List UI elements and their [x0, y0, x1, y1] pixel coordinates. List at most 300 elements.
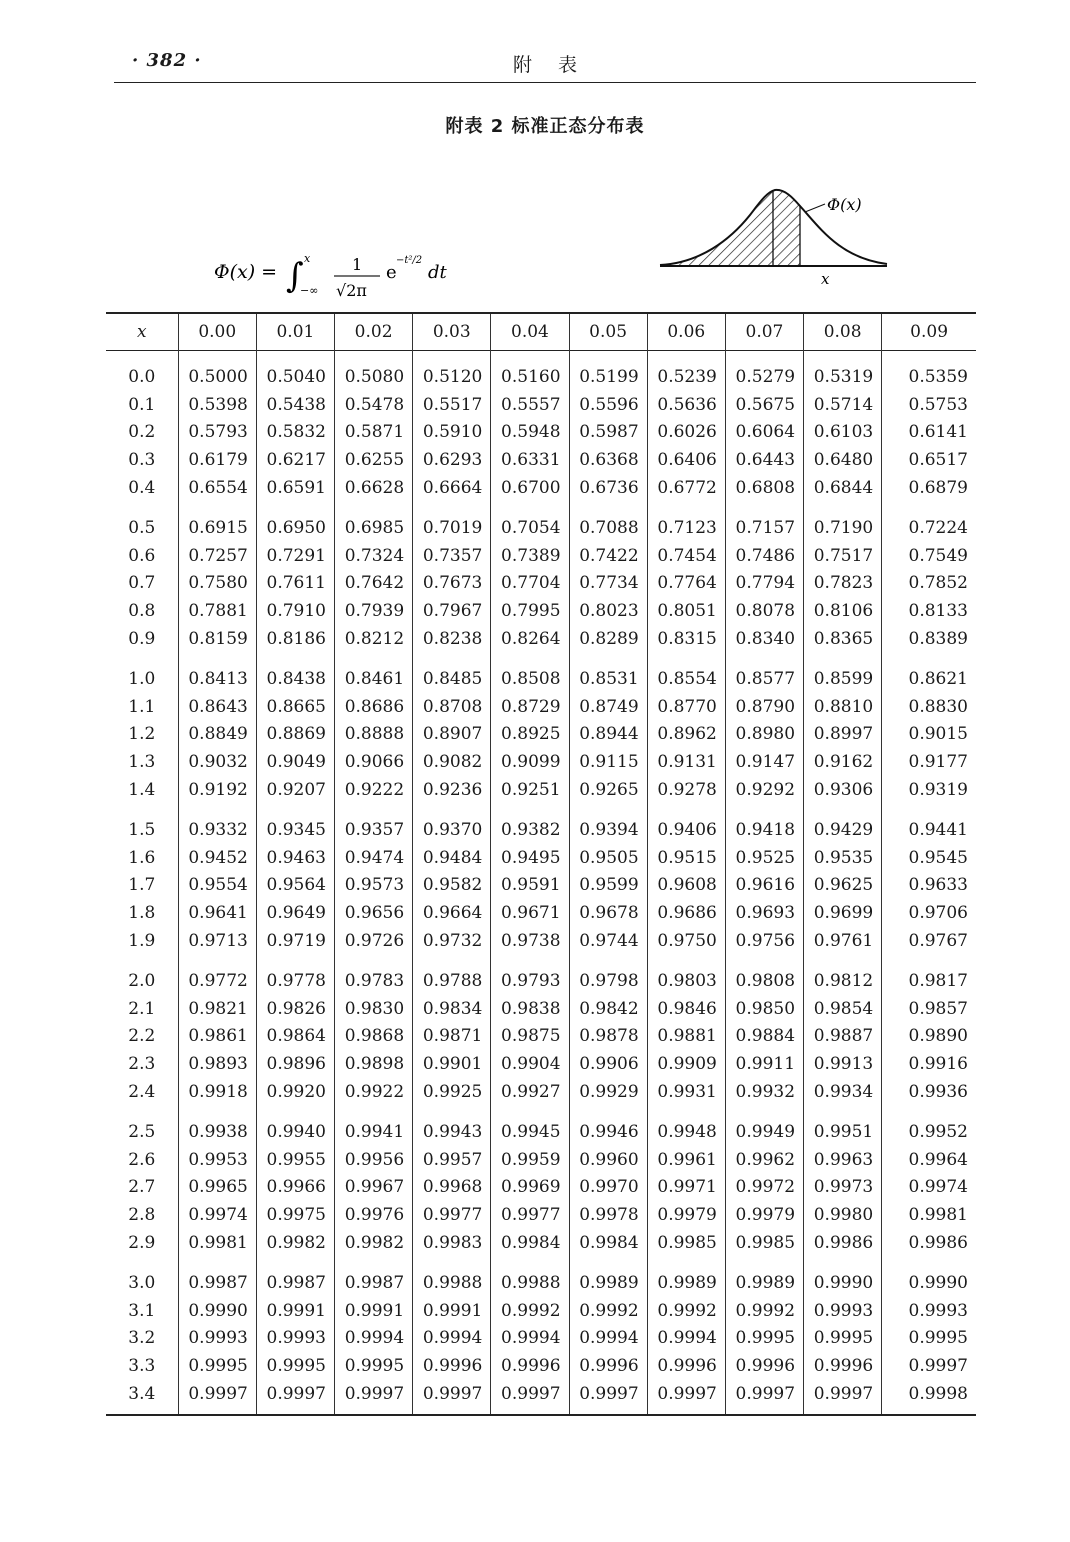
probability-cell: 0.8729: [491, 693, 569, 721]
probability-cell: 0.9922: [335, 1078, 413, 1106]
probability-cell: 0.9345: [256, 804, 334, 844]
row-x-value: 2.4: [128, 1082, 156, 1103]
probability-cell: 0.9967: [335, 1174, 413, 1202]
probability-cell: 0.8531: [569, 653, 647, 693]
probability-cell: 0.9925: [413, 1078, 491, 1106]
probability-cell: 0.9868: [335, 1023, 413, 1051]
probability-cell: 0.9920: [256, 1078, 334, 1106]
probability-cell: 0.9959: [491, 1146, 569, 1174]
probability-cell: 0.9978: [569, 1201, 647, 1229]
probability-cell: 0.5557: [491, 391, 569, 419]
row-x-value: 1.2: [128, 724, 156, 745]
row-x-value: 0.2: [128, 422, 156, 443]
table-row: [106, 955, 976, 995]
formula-upper-limit: x: [304, 252, 311, 265]
table-row: [106, 502, 976, 542]
probability-cell: 0.5793: [178, 419, 256, 447]
row-x-value: 0.1: [128, 394, 156, 415]
formula-lower-limit: −∞: [300, 284, 319, 297]
probability-cell: 0.9994: [491, 1325, 569, 1353]
probability-cell: 0.6554: [178, 474, 256, 502]
probability-cell: 0.9989: [569, 1257, 647, 1297]
row-x-value: 1.6: [128, 847, 156, 868]
probability-cell: 0.7157: [725, 502, 803, 542]
probability-cell: 0.9996: [804, 1352, 882, 1380]
probability-cell: 0.9997: [569, 1380, 647, 1415]
probability-cell: 0.9525: [725, 844, 803, 872]
probability-cell: 0.9861: [178, 1023, 256, 1051]
label-leader: [805, 204, 825, 212]
probability-cell: 0.9857: [882, 995, 976, 1023]
probability-cell: 0.9988: [413, 1257, 491, 1297]
probability-cell: 0.7454: [647, 542, 725, 570]
probability-cell: 0.5714: [804, 391, 882, 419]
probability-cell: 0.5987: [569, 419, 647, 447]
probability-cell: 0.6915: [178, 502, 256, 542]
table-row: [106, 804, 976, 844]
probability-cell: 0.5753: [882, 391, 976, 419]
probability-cell: 0.9656: [335, 899, 413, 927]
probability-cell: 0.9997: [804, 1380, 882, 1415]
probability-cell: 0.9934: [804, 1078, 882, 1106]
probability-cell: 0.9265: [569, 776, 647, 804]
column-header: 0.00: [178, 313, 256, 351]
row-x-value: 2.9: [128, 1233, 156, 1253]
row-x-value: 0.3: [128, 450, 156, 471]
probability-cell: 0.9916: [882, 1050, 976, 1078]
shaded-area: [660, 190, 800, 265]
formula-exponential: e: [386, 262, 397, 283]
probability-cell: 0.9979: [647, 1201, 725, 1229]
probability-cell: 0.9049: [256, 748, 334, 776]
table-row: [106, 391, 976, 419]
probability-cell: 0.9904: [491, 1050, 569, 1078]
probability-cell: 0.9931: [647, 1078, 725, 1106]
probability-cell: 0.9278: [647, 776, 725, 804]
probability-cell: 0.6480: [804, 446, 882, 474]
probability-cell: 0.9236: [413, 776, 491, 804]
probability-cell: 0.9495: [491, 844, 569, 872]
probability-cell: 0.5199: [569, 351, 647, 391]
probability-cell: 0.9995: [725, 1325, 803, 1353]
probability-cell: 0.9997: [725, 1380, 803, 1415]
probability-cell: 0.6517: [882, 446, 976, 474]
probability-cell: 0.8159: [178, 625, 256, 653]
probability-cell: 0.9846: [647, 995, 725, 1023]
probability-cell: 0.9970: [569, 1174, 647, 1202]
probability-cell: 0.9997: [647, 1380, 725, 1415]
row-x-value: 1.5: [128, 819, 156, 840]
probability-cell: 0.9192: [178, 776, 256, 804]
probability-cell: 0.9382: [491, 804, 569, 844]
probability-cell: 0.9834: [413, 995, 491, 1023]
probability-cell: 0.7291: [256, 542, 334, 570]
probability-cell: 0.9906: [569, 1050, 647, 1078]
table-row: [106, 474, 976, 502]
normal-distribution-table: [106, 312, 976, 1416]
probability-cell: 0.6103: [804, 419, 882, 447]
probability-cell: 0.8621: [882, 653, 976, 693]
probability-cell: 0.9591: [491, 872, 569, 900]
row-x-value: 1.4: [128, 780, 156, 801]
probability-cell: 0.9993: [178, 1325, 256, 1353]
probability-cell: 0.8051: [647, 597, 725, 625]
probability-cell: 0.9732: [413, 927, 491, 955]
probability-cell: 0.9082: [413, 748, 491, 776]
probability-cell: 0.6736: [569, 474, 647, 502]
probability-cell: 0.8665: [256, 693, 334, 721]
probability-cell: 0.9292: [725, 776, 803, 804]
probability-cell: 0.9981: [882, 1201, 976, 1229]
row-x-value: 0.9: [128, 629, 156, 650]
probability-cell: 0.9996: [491, 1352, 569, 1380]
table-row: [106, 721, 976, 749]
probability-cell: 0.9545: [882, 844, 976, 872]
running-title: 附表: [512, 54, 603, 76]
column-header: 0.05: [569, 313, 647, 351]
formula-denominator: √2π: [336, 281, 367, 300]
probability-cell: 0.9987: [335, 1257, 413, 1297]
probability-cell: 0.5359: [882, 351, 976, 391]
probability-cell: 0.8289: [569, 625, 647, 653]
table-row: [106, 748, 976, 776]
probability-cell: 0.9564: [256, 872, 334, 900]
probability-cell: 0.6293: [413, 446, 491, 474]
probability-cell: 0.8106: [804, 597, 882, 625]
probability-cell: 0.5596: [569, 391, 647, 419]
column-header-x: x: [137, 322, 147, 342]
probability-cell: 0.6844: [804, 474, 882, 502]
probability-cell: 0.9979: [725, 1201, 803, 1229]
probability-cell: 0.8186: [256, 625, 334, 653]
probability-cell: 0.5832: [256, 419, 334, 447]
probability-cell: 0.9332: [178, 804, 256, 844]
probability-cell: 0.7995: [491, 597, 569, 625]
probability-cell: 0.9893: [178, 1050, 256, 1078]
probability-cell: 0.9995: [178, 1352, 256, 1380]
integral-sign: ∫: [286, 256, 304, 296]
probability-cell: 0.9177: [882, 748, 976, 776]
probability-cell: 0.9992: [725, 1297, 803, 1325]
probability-cell: 0.9505: [569, 844, 647, 872]
probability-cell: 0.9306: [804, 776, 882, 804]
probability-cell: 0.7019: [413, 502, 491, 542]
probability-cell: 0.8770: [647, 693, 725, 721]
probability-cell: 0.9965: [178, 1174, 256, 1202]
table-row: [106, 776, 976, 804]
probability-cell: 0.9911: [725, 1050, 803, 1078]
probability-cell: 0.9991: [256, 1297, 334, 1325]
axis-label: x: [821, 270, 830, 288]
table-row: [106, 872, 976, 900]
probability-cell: 0.9864: [256, 1023, 334, 1051]
probability-cell: 0.6406: [647, 446, 725, 474]
table-header-row: [106, 313, 976, 351]
table-row: [106, 1229, 976, 1257]
probability-cell: 0.9131: [647, 748, 725, 776]
probability-cell: 0.7611: [256, 570, 334, 598]
row-x-value: 2.6: [128, 1149, 156, 1170]
table-row: [106, 1352, 976, 1380]
probability-cell: 0.6950: [256, 502, 334, 542]
probability-cell: 0.8389: [882, 625, 976, 653]
probability-cell: 0.9890: [882, 1023, 976, 1051]
probability-cell: 0.7422: [569, 542, 647, 570]
probability-cell: 0.9995: [882, 1325, 976, 1353]
probability-cell: 0.9951: [804, 1106, 882, 1146]
probability-cell: 0.9943: [413, 1106, 491, 1146]
row-x-value: 3.0: [128, 1272, 156, 1293]
probability-cell: 0.6700: [491, 474, 569, 502]
probability-cell: 0.9952: [882, 1106, 976, 1146]
table-title: 附表 2 标准正态分布表: [445, 116, 645, 137]
probability-cell: 0.9973: [804, 1174, 882, 1202]
probability-cell: 0.9713: [178, 927, 256, 955]
probability-cell: 0.9995: [256, 1352, 334, 1380]
probability-cell: 0.8888: [335, 721, 413, 749]
probability-cell: 0.5438: [256, 391, 334, 419]
probability-cell: 0.9987: [178, 1257, 256, 1297]
probability-cell: 0.9938: [178, 1106, 256, 1146]
probability-cell: 0.9207: [256, 776, 334, 804]
table-body: [106, 351, 976, 1415]
probability-cell: 0.9015: [882, 721, 976, 749]
probability-cell: 0.9875: [491, 1023, 569, 1051]
probability-cell: 0.9671: [491, 899, 569, 927]
probability-cell: 0.8577: [725, 653, 803, 693]
probability-cell: 0.6985: [335, 502, 413, 542]
probability-cell: 0.9994: [647, 1325, 725, 1353]
probability-cell: 0.9573: [335, 872, 413, 900]
probability-cell: 0.9990: [804, 1257, 882, 1297]
probability-cell: 0.5478: [335, 391, 413, 419]
probability-cell: 0.7054: [491, 502, 569, 542]
probability-cell: 0.6064: [725, 419, 803, 447]
probability-cell: 0.9429: [804, 804, 882, 844]
probability-cell: 0.9949: [725, 1106, 803, 1146]
probability-cell: 0.9966: [256, 1174, 334, 1202]
probability-cell: 0.9997: [256, 1380, 334, 1415]
row-x-value: 1.7: [128, 875, 156, 896]
probability-cell: 0.9983: [413, 1229, 491, 1257]
table-row: [106, 1078, 976, 1106]
probability-cell: 0.8869: [256, 721, 334, 749]
probability-cell: 0.6368: [569, 446, 647, 474]
probability-cell: 0.6591: [256, 474, 334, 502]
probability-cell: 0.7190: [804, 502, 882, 542]
probability-cell: 0.9963: [804, 1146, 882, 1174]
probability-cell: 0.9993: [882, 1297, 976, 1325]
probability-cell: 0.9441: [882, 804, 976, 844]
probability-cell: 0.9803: [647, 955, 725, 995]
column-header: 0.04: [491, 313, 569, 351]
probability-cell: 0.9808: [725, 955, 803, 995]
table-row: [106, 625, 976, 653]
probability-cell: 0.7881: [178, 597, 256, 625]
probability-cell: 0.9948: [647, 1106, 725, 1146]
probability-cell: 0.9115: [569, 748, 647, 776]
probability-cell: 0.9932: [725, 1078, 803, 1106]
probability-cell: 0.9767: [882, 927, 976, 955]
column-header: 0.06: [647, 313, 725, 351]
probability-cell: 0.9974: [882, 1174, 976, 1202]
probability-cell: 0.8508: [491, 653, 569, 693]
table-row: [106, 1023, 976, 1051]
row-x-value: 2.2: [128, 1026, 156, 1047]
probability-cell: 0.8925: [491, 721, 569, 749]
probability-cell: 0.7794: [725, 570, 803, 598]
probability-cell: 0.9977: [491, 1201, 569, 1229]
probability-cell: 0.9981: [178, 1229, 256, 1257]
probability-cell: 0.9986: [882, 1229, 976, 1257]
formula-lhs: Φ(x) =: [214, 261, 278, 283]
probability-cell: 0.9633: [882, 872, 976, 900]
probability-cell: 0.5517: [413, 391, 491, 419]
probability-cell: 0.5120: [413, 351, 491, 391]
probability-cell: 0.7734: [569, 570, 647, 598]
probability-cell: 0.7642: [335, 570, 413, 598]
probability-cell: 0.8212: [335, 625, 413, 653]
probability-cell: 0.6255: [335, 446, 413, 474]
probability-cell: 0.9452: [178, 844, 256, 872]
probability-cell: 0.5239: [647, 351, 725, 391]
probability-cell: 0.9515: [647, 844, 725, 872]
probability-cell: 0.9756: [725, 927, 803, 955]
probability-cell: 0.9649: [256, 899, 334, 927]
table-row: [106, 1174, 976, 1202]
probability-cell: 0.9976: [335, 1201, 413, 1229]
probability-cell: 0.9881: [647, 1023, 725, 1051]
probability-cell: 0.8749: [569, 693, 647, 721]
probability-cell: 0.8078: [725, 597, 803, 625]
probability-cell: 0.9982: [256, 1229, 334, 1257]
probability-cell: 0.6179: [178, 446, 256, 474]
probability-cell: 0.9535: [804, 844, 882, 872]
probability-cell: 0.8485: [413, 653, 491, 693]
probability-cell: 0.8554: [647, 653, 725, 693]
probability-cell: 0.9992: [491, 1297, 569, 1325]
table-row: [106, 1201, 976, 1229]
probability-cell: 0.8790: [725, 693, 803, 721]
probability-cell: 0.8461: [335, 653, 413, 693]
probability-cell: 0.8810: [804, 693, 882, 721]
table-row: [106, 927, 976, 955]
probability-cell: 0.9992: [647, 1297, 725, 1325]
probability-cell: 0.9945: [491, 1106, 569, 1146]
probability-cell: 0.9032: [178, 748, 256, 776]
probability-cell: 0.7389: [491, 542, 569, 570]
probability-cell: 0.6026: [647, 419, 725, 447]
probability-cell: 0.9985: [725, 1229, 803, 1257]
probability-cell: 0.9964: [882, 1146, 976, 1174]
probability-cell: 0.9484: [413, 844, 491, 872]
probability-cell: 0.9909: [647, 1050, 725, 1078]
table-row: [106, 542, 976, 570]
probability-cell: 0.9826: [256, 995, 334, 1023]
probability-cell: 0.8365: [804, 625, 882, 653]
probability-cell: 0.9982: [335, 1229, 413, 1257]
probability-cell: 0.7764: [647, 570, 725, 598]
probability-cell: 0.9989: [725, 1257, 803, 1297]
probability-cell: 0.9972: [725, 1174, 803, 1202]
probability-cell: 0.9463: [256, 844, 334, 872]
probability-cell: 0.9996: [725, 1352, 803, 1380]
table-row: [106, 1380, 976, 1415]
column-header: 0.07: [725, 313, 803, 351]
probability-cell: 0.9995: [335, 1352, 413, 1380]
probability-cell: 0.6217: [256, 446, 334, 474]
probability-cell: 0.8438: [256, 653, 334, 693]
probability-cell: 0.8980: [725, 721, 803, 749]
probability-cell: 0.9783: [335, 955, 413, 995]
probability-cell: 0.7123: [647, 502, 725, 542]
probability-cell: 0.9750: [647, 927, 725, 955]
probability-cell: 0.9997: [178, 1380, 256, 1415]
probability-cell: 0.9971: [647, 1174, 725, 1202]
probability-cell: 0.9960: [569, 1146, 647, 1174]
probability-cell: 0.9974: [178, 1201, 256, 1229]
cdf-formula: [214, 238, 474, 308]
probability-cell: 0.9319: [882, 776, 976, 804]
curve-label: Φ(x): [827, 195, 862, 214]
probability-cell: 0.7517: [804, 542, 882, 570]
probability-cell: 0.9066: [335, 748, 413, 776]
row-x-value: 1.8: [128, 903, 156, 924]
probability-cell: 0.9812: [804, 955, 882, 995]
probability-cell: 0.9977: [413, 1201, 491, 1229]
row-x-value: 2.1: [128, 998, 156, 1019]
table-row: [106, 1257, 976, 1297]
row-x-value: 2.0: [128, 970, 156, 991]
row-x-value: 2.7: [128, 1177, 156, 1198]
probability-cell: 0.9961: [647, 1146, 725, 1174]
probability-cell: 0.9699: [804, 899, 882, 927]
probability-cell: 0.7967: [413, 597, 491, 625]
probability-cell: 0.9693: [725, 899, 803, 927]
probability-cell: 0.5080: [335, 351, 413, 391]
probability-cell: 0.9990: [882, 1257, 976, 1297]
probability-cell: 0.9997: [413, 1380, 491, 1415]
probability-cell: 0.8264: [491, 625, 569, 653]
formula-exponent: −t²/2: [396, 255, 423, 266]
probability-cell: 0.9887: [804, 1023, 882, 1051]
column-header: 0.02: [335, 313, 413, 351]
probability-cell: 0.9991: [335, 1297, 413, 1325]
probability-cell: 0.9992: [569, 1297, 647, 1325]
probability-cell: 0.9418: [725, 804, 803, 844]
probability-cell: 0.9817: [882, 955, 976, 995]
probability-cell: 0.8315: [647, 625, 725, 653]
probability-cell: 0.9898: [335, 1050, 413, 1078]
probability-cell: 0.8997: [804, 721, 882, 749]
probability-cell: 0.9994: [569, 1325, 647, 1353]
probability-cell: 0.9987: [256, 1257, 334, 1297]
probability-cell: 0.8340: [725, 625, 803, 653]
probability-cell: 0.9842: [569, 995, 647, 1023]
probability-cell: 0.9996: [413, 1352, 491, 1380]
probability-cell: 0.6628: [335, 474, 413, 502]
probability-cell: 0.7549: [882, 542, 976, 570]
probability-cell: 0.9706: [882, 899, 976, 927]
probability-cell: 0.9793: [491, 955, 569, 995]
probability-cell: 0.9997: [882, 1352, 976, 1380]
probability-cell: 0.9778: [256, 955, 334, 995]
probability-cell: 0.9599: [569, 872, 647, 900]
column-header: 0.03: [413, 313, 491, 351]
probability-cell: 0.9357: [335, 804, 413, 844]
row-x-value: 0.0: [128, 366, 156, 387]
probability-cell: 0.8830: [882, 693, 976, 721]
